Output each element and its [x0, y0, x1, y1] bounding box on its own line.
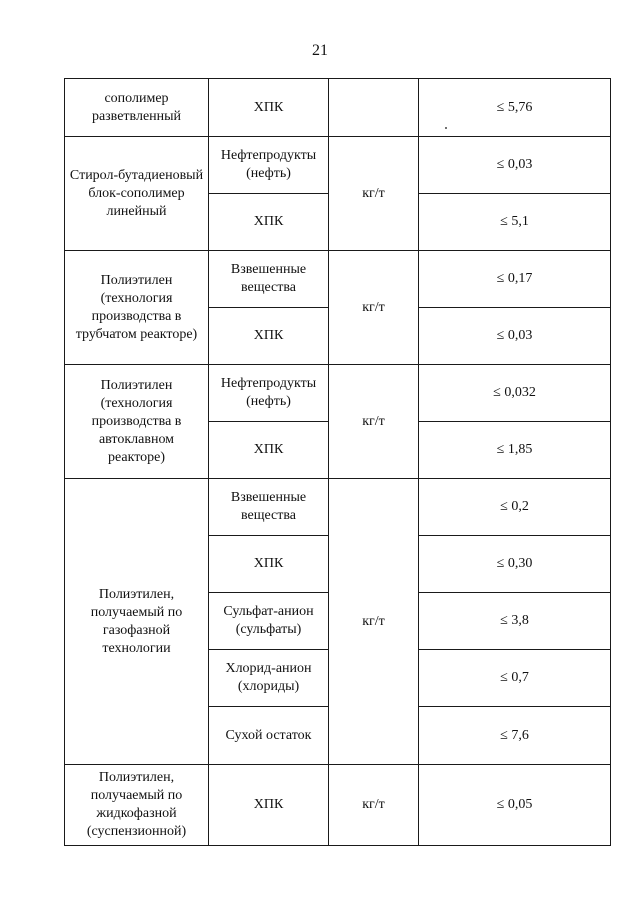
indicator-cell: Хлорид-анион (хлориды) [209, 650, 329, 707]
unit-cell: кг/т [329, 365, 419, 479]
value-cell: ≤ 0,032 [419, 365, 611, 422]
value-cell: ≤ 0,03 [419, 308, 611, 365]
table-row [65, 137, 611, 194]
indicator-cell: Нефтепродукты (нефть) [209, 137, 329, 194]
unit-cell [329, 79, 419, 137]
indicator-cell: ХПК [209, 422, 329, 479]
indicator-cell: ХПК [209, 765, 329, 846]
table-row [65, 765, 611, 846]
indicator-cell: ХПК [209, 194, 329, 251]
indicator-cell: ХПК [209, 308, 329, 365]
norms-table [64, 78, 611, 846]
product-cell: сополимер разветвленный [65, 79, 209, 137]
value-cell: ≤ 0,03 [419, 137, 611, 194]
product-cell: Полиэтилен (технология производства в трубчатом реакторе) [65, 251, 209, 365]
indicator-cell: Сульфат-анион (сульфаты) [209, 593, 329, 650]
value-cell: ≤ 0,17 [419, 251, 611, 308]
product-cell: Полиэтилен, получаемый по газофазной технологии [65, 479, 209, 765]
value-cell: ≤ 1,85 [419, 422, 611, 479]
product-cell: Полиэтилен (технология производства в автоклавном реакторе) [65, 365, 209, 479]
table-row [65, 365, 611, 422]
indicator-cell: Взвешенные вещества [209, 479, 329, 536]
unit-cell: кг/т [329, 137, 419, 251]
value-cell: ≤ 7,6 [419, 707, 611, 765]
indicator-cell: ХПК [209, 536, 329, 593]
indicator-cell: Нефтепродукты (нефть) [209, 365, 329, 422]
value-cell: ≤ 0,05 [419, 765, 611, 846]
value-cell: ≤ 5,1 [419, 194, 611, 251]
table-row [65, 479, 611, 536]
value-cell: ≤ 3,8 [419, 593, 611, 650]
value-cell: ≤ 0,2 [419, 479, 611, 536]
value-cell: ≤ 0,30 [419, 536, 611, 593]
indicator-cell: Взвешенные вещества [209, 251, 329, 308]
value-cell: ≤ 5,76 [419, 79, 611, 137]
product-cell: Стирол-бутадиеновый блок-сополимер линейный [65, 137, 209, 251]
unit-cell: кг/т [329, 251, 419, 365]
unit-cell: кг/т [329, 765, 419, 846]
product-cell: Полиэтилен, получаемый по жидкофазной (суспензионной) [65, 765, 209, 846]
table-row [65, 251, 611, 308]
indicator-cell: Сухой остаток [209, 707, 329, 765]
unit-cell: кг/т [329, 479, 419, 765]
page-number: 21 [312, 42, 328, 59]
indicator-cell: ХПК [209, 79, 329, 137]
scan-speck [445, 127, 447, 129]
table-row [65, 79, 611, 137]
value-cell: ≤ 0,7 [419, 650, 611, 707]
